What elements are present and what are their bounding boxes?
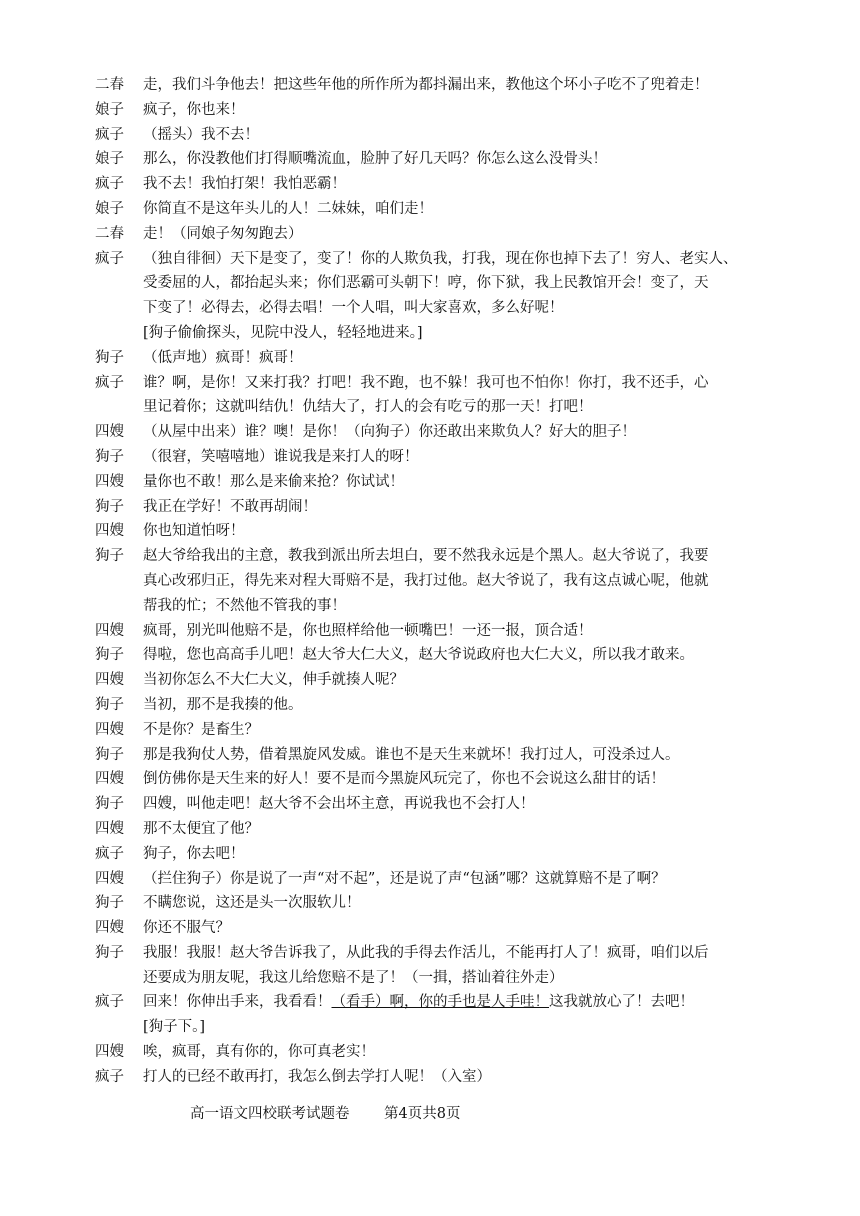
dialogue-line xyxy=(95,990,775,1015)
line-text: 我不去！我怕打架！我怕恶霸！ xyxy=(143,176,346,193)
dialogue-line xyxy=(95,519,775,544)
line-text: 我正在学好！不敢再胡闹！ xyxy=(143,498,317,515)
line-text: 走！（同娘子匆匆跑去） xyxy=(143,225,303,242)
dialogue-line xyxy=(95,916,775,941)
line-text: 你还不服气？ xyxy=(143,920,230,937)
line-text: 当初你怎么不大仁大义，伸手就揍人呢？ xyxy=(143,672,404,689)
speaker-name: 狗子 xyxy=(95,548,124,565)
line-text: [狗子下。] xyxy=(143,1019,206,1036)
dialogue-line xyxy=(95,817,775,842)
dialogue-line xyxy=(95,569,775,594)
dialogue-line xyxy=(95,594,775,619)
speaker-name: 四嫂 xyxy=(95,523,124,540)
speaker-name: 四嫂 xyxy=(95,870,124,887)
line-text: 里记着你；这就叫结仇！仇结大了，打人的会有吃亏的那一天！打吧！ xyxy=(143,399,593,416)
speaker-name: 四嫂 xyxy=(95,920,124,937)
dialogue-line xyxy=(95,420,775,445)
line-text: 不瞒您说，这还是头一次服软儿！ xyxy=(143,895,361,912)
line-text: 赵大爷给我出的主意，教我到派出所去坦白，要不然我永远是个黑人。赵大爷说了，我要 xyxy=(143,548,709,565)
dialogue-line xyxy=(95,792,775,817)
line-text: 帮我的忙；不然他不管我的事！ xyxy=(143,597,346,614)
line-text: 那不太便宜了他？ xyxy=(143,820,259,837)
speaker-name: 四嫂 xyxy=(95,820,124,837)
line-text: （从屋中出来）谁？噢！是你！（向狗子）你还敢出来欺负人？好大的胆子！ xyxy=(143,424,636,441)
speaker-name: 疯子 xyxy=(95,845,124,862)
line-text: （拦住狗子）你是说了一声“对不起”，还是说了声“包涵”哪？这就算赔不是了啊？ xyxy=(143,870,666,887)
line-text: 谁？啊，是你！又来打我？打吧！我不跑，也不躲！我可也不怕你！你打，我不还手，心 xyxy=(143,374,709,391)
line-text: 倒仿佛你是天生来的好人！要不是而今黑旋风玩完了，你也不会说这么甜甘的话！ xyxy=(143,771,665,788)
dialogue-line xyxy=(95,693,775,718)
line-text: 下变了！必得去，必得去唱！一个人唱，叫大家喜欢，多么好呢！ xyxy=(143,300,564,317)
speaker-name: 狗子 xyxy=(95,349,124,366)
speaker-name: 娘子 xyxy=(95,151,124,168)
line-text: 回来！你伸出手来，我看看！ xyxy=(143,994,332,1011)
line-text: （很窘，笑嘻嘻地）谁说我是来打人的呀！ xyxy=(143,448,419,465)
speaker-name: 四嫂 xyxy=(95,721,124,738)
speaker-name: 狗子 xyxy=(95,448,124,465)
line-text: 还要成为朋友呢，我这儿给您赔不是了！（一揖，搭讪着往外走） xyxy=(143,969,564,986)
dialogue-line xyxy=(95,1015,775,1040)
line-text: （摇头）我不去！ xyxy=(143,126,259,143)
line-text: 你简直不是这年头儿的人！二妹妹，咱们走！ xyxy=(143,200,433,217)
speaker-name: 狗子 xyxy=(95,944,124,961)
dialogue-line xyxy=(95,197,775,222)
speaker-name: 四嫂 xyxy=(95,771,124,788)
line-text: 狗子，你去吧！ xyxy=(143,845,245,862)
dialogue-line xyxy=(95,73,775,98)
line-text: 当初，那不是我揍的他。 xyxy=(143,696,303,713)
dialogue-line xyxy=(95,222,775,247)
line-text: 疯哥，别光叫他赔不是，你也照样给他一顿嘴巴！一还一报，顶合适！ xyxy=(143,622,593,639)
line-text: 打人的已经不敢再打，我怎么倒去学打人呢！（入室） xyxy=(143,1068,491,1085)
dialogue-line xyxy=(95,867,775,892)
dialogue-line xyxy=(95,172,775,197)
speaker-name: 四嫂 xyxy=(95,1044,124,1061)
speaker-name: 疯子 xyxy=(95,250,124,267)
line-text: 我服！我服！赵大爷告诉我了，从此我的手得去作活儿，不能再打人了！疯哥，咱们以后 xyxy=(143,944,709,961)
exam-title: 高一语文四校联考试题卷 xyxy=(190,1106,350,1122)
line-text: 真心改邪归正，得先来对程大哥赔不是，我打过他。赵大爷说了，我有这点诚心呢，他就 xyxy=(143,572,709,589)
line-text: 得啦，您也高高手儿吧！赵大爷大仁大义，赵大爷说政府也大仁大义，所以我才敢来。 xyxy=(143,647,694,664)
speaker-name: 四嫂 xyxy=(95,622,124,639)
speaker-name: 四嫂 xyxy=(95,424,124,441)
dialogue-line xyxy=(95,247,775,272)
speaker-name: 狗子 xyxy=(95,696,124,713)
dialogue-line xyxy=(95,321,775,346)
line-text: 你也知道怕呀！ xyxy=(143,523,245,540)
dialogue-line xyxy=(95,147,775,172)
speaker-name: 疯子 xyxy=(95,1068,124,1085)
dialogue-line xyxy=(95,544,775,569)
dialogue-line xyxy=(95,296,775,321)
speaker-name: 疯子 xyxy=(95,126,124,143)
dialogue-line xyxy=(95,1065,775,1090)
dialogue-text xyxy=(95,73,775,1090)
line-text: 量你也不敢！那么是来偷来抢？你试试！ xyxy=(143,473,404,490)
speaker-name: 疯子 xyxy=(95,176,124,193)
dialogue-line xyxy=(95,395,775,420)
speaker-name: 狗子 xyxy=(95,746,124,763)
speaker-name: 疯子 xyxy=(95,994,124,1011)
speaker-name: 狗子 xyxy=(95,498,124,515)
line-text: （独自徘徊）天下是变了，变了！你的人欺负我，打我，现在你也掉下去了！穷人、老实人、 xyxy=(143,250,738,267)
dialogue-line xyxy=(95,470,775,495)
line-text: 受委屈的人，都抬起头来；你们恶霸可头朝下！哼，你下狱，我上民教馆开会！变了，天 xyxy=(143,275,709,292)
line-text: （低声地）疯哥！疯哥！ xyxy=(143,349,303,366)
speaker-name: 二春 xyxy=(95,77,124,93)
speaker-name: 四嫂 xyxy=(95,672,124,689)
dialogue-line xyxy=(95,346,775,371)
page-number: 第4页共8页 xyxy=(384,1106,461,1122)
speaker-name: 疯子 xyxy=(95,374,124,391)
speaker-name: 狗子 xyxy=(95,647,124,664)
dialogue-line xyxy=(95,966,775,991)
speaker-name: 狗子 xyxy=(95,796,124,813)
dialogue-line xyxy=(95,1040,775,1065)
dialogue-line xyxy=(95,98,775,123)
dialogue-line xyxy=(95,767,775,792)
dialogue-line xyxy=(95,445,775,470)
line-text: 那是我狗仗人势，借着黑旋风发威。谁也不是天生来就坏！我打过人，可没杀过人。 xyxy=(143,746,680,763)
speaker-name: 娘子 xyxy=(95,101,124,118)
dialogue-line xyxy=(95,271,775,296)
dialogue-line xyxy=(95,619,775,644)
dialogue-line xyxy=(95,842,775,867)
speaker-name: 四嫂 xyxy=(95,473,124,490)
underlined-text: （看手）啊，你的手也是人手哇！ xyxy=(331,994,549,1011)
dialogue-line xyxy=(95,891,775,916)
dialogue-line xyxy=(95,123,775,148)
line-text: 不是你？是畜生？ xyxy=(143,721,259,738)
line-text-tail: 这我就放心了！去吧！ xyxy=(549,994,694,1011)
dialogue-line xyxy=(95,495,775,520)
speaker-name: 狗子 xyxy=(95,895,124,912)
dialogue-line xyxy=(95,743,775,768)
line-text: 疯子，你也来！ xyxy=(143,101,245,118)
speaker-name: 二春 xyxy=(95,225,124,242)
dialogue-line xyxy=(95,718,775,743)
line-text: [狗子偷偷探头，见院中没人，轻轻地进来。] xyxy=(143,324,423,341)
line-text: 四嫂，叫他走吧！赵大爷不会出坏主意，再说我也不会打人！ xyxy=(143,796,535,813)
dialogue-line xyxy=(95,941,775,966)
line-text: 唉，疯哥，真有你的，你可真老实！ xyxy=(143,1044,375,1061)
speaker-name: 娘子 xyxy=(95,200,124,217)
line-text: 那么，你没教他们打得顺嘴流血，脸肿了好几天吗？你怎么这么没骨头！ xyxy=(143,151,607,168)
dialogue-line xyxy=(95,371,775,396)
dialogue-line xyxy=(95,668,775,693)
line-text: 走，我们斗争他去！把这些年他的所作所为都抖漏出来，教他这个坏小子吃不了兜着走！ xyxy=(143,77,709,93)
dialogue-line xyxy=(95,643,775,668)
